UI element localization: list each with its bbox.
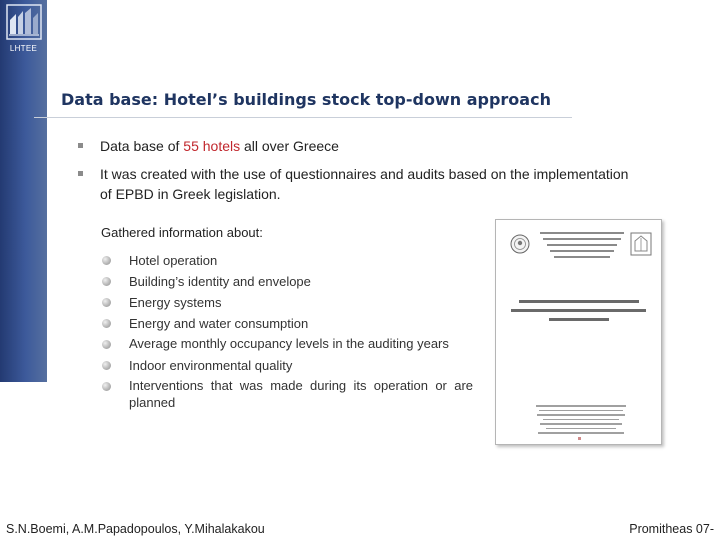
round-bullet-icon	[102, 382, 111, 391]
main-bullet-list	[78, 136, 638, 204]
list-item	[101, 334, 473, 355]
square-bullet-icon	[78, 143, 83, 148]
list-item-text: Energy and water consumption	[129, 316, 309, 331]
gathered-info-section	[101, 224, 473, 414]
list-item-text: Hotel operation	[129, 253, 218, 268]
list-item	[101, 250, 473, 271]
institution-logo-icon	[6, 4, 42, 40]
bullet-item-method	[78, 164, 638, 204]
square-bullet-icon	[78, 171, 83, 176]
questionnaire-document-icon	[495, 219, 662, 445]
list-item-text: Building’s identity and envelope	[129, 274, 311, 289]
gathered-heading: Gathered information about:	[101, 225, 263, 240]
list-item-text: Interventions that was made during its operation or are planned	[129, 377, 473, 410]
round-bullet-icon	[102, 361, 111, 370]
left-sidebar-band	[0, 0, 47, 382]
slide-title: Data base: Hotel’s buildings stock top-down approach	[61, 90, 551, 109]
list-item	[101, 355, 473, 376]
faculty-emblem-icon	[630, 232, 652, 256]
bullet-text-after: all over Greece	[240, 138, 339, 154]
title-divider	[34, 117, 572, 118]
university-seal-icon	[510, 234, 530, 254]
list-item	[101, 292, 473, 313]
footer-event: Promitheas 07-	[629, 522, 714, 536]
list-item-text: Energy systems	[129, 295, 222, 310]
document-title-lines	[506, 300, 651, 327]
round-bullet-icon	[102, 256, 111, 265]
bullet-text-before: Data base of	[100, 138, 184, 154]
document-footer-lines	[536, 405, 626, 437]
list-item-text: Average monthly occupancy levels in the auditing years	[129, 336, 449, 351]
bullet-item-database	[78, 136, 638, 156]
document-page-mark	[578, 437, 581, 440]
list-item	[101, 313, 473, 334]
sidebar-tag: LHTEE	[9, 44, 38, 53]
round-bullet-icon	[102, 340, 111, 349]
round-bullet-icon	[102, 319, 111, 328]
list-item	[101, 376, 473, 414]
list-item	[101, 271, 473, 292]
round-bullet-icon	[102, 277, 111, 286]
footer-authors: S.N.Boemi, A.M.Papadopoulos, Y.Mihalakakou	[6, 522, 265, 536]
document-header-lines	[540, 232, 624, 262]
bullet-text: It was created with the use of questionnaires and audits based on the implementation of EPBD in Greek legislation.	[100, 166, 629, 202]
bullet-highlight: 55 hotels	[183, 138, 241, 154]
gathered-list	[101, 250, 473, 414]
list-item-text: Indoor environmental quality	[129, 357, 293, 373]
round-bullet-icon	[102, 298, 111, 307]
